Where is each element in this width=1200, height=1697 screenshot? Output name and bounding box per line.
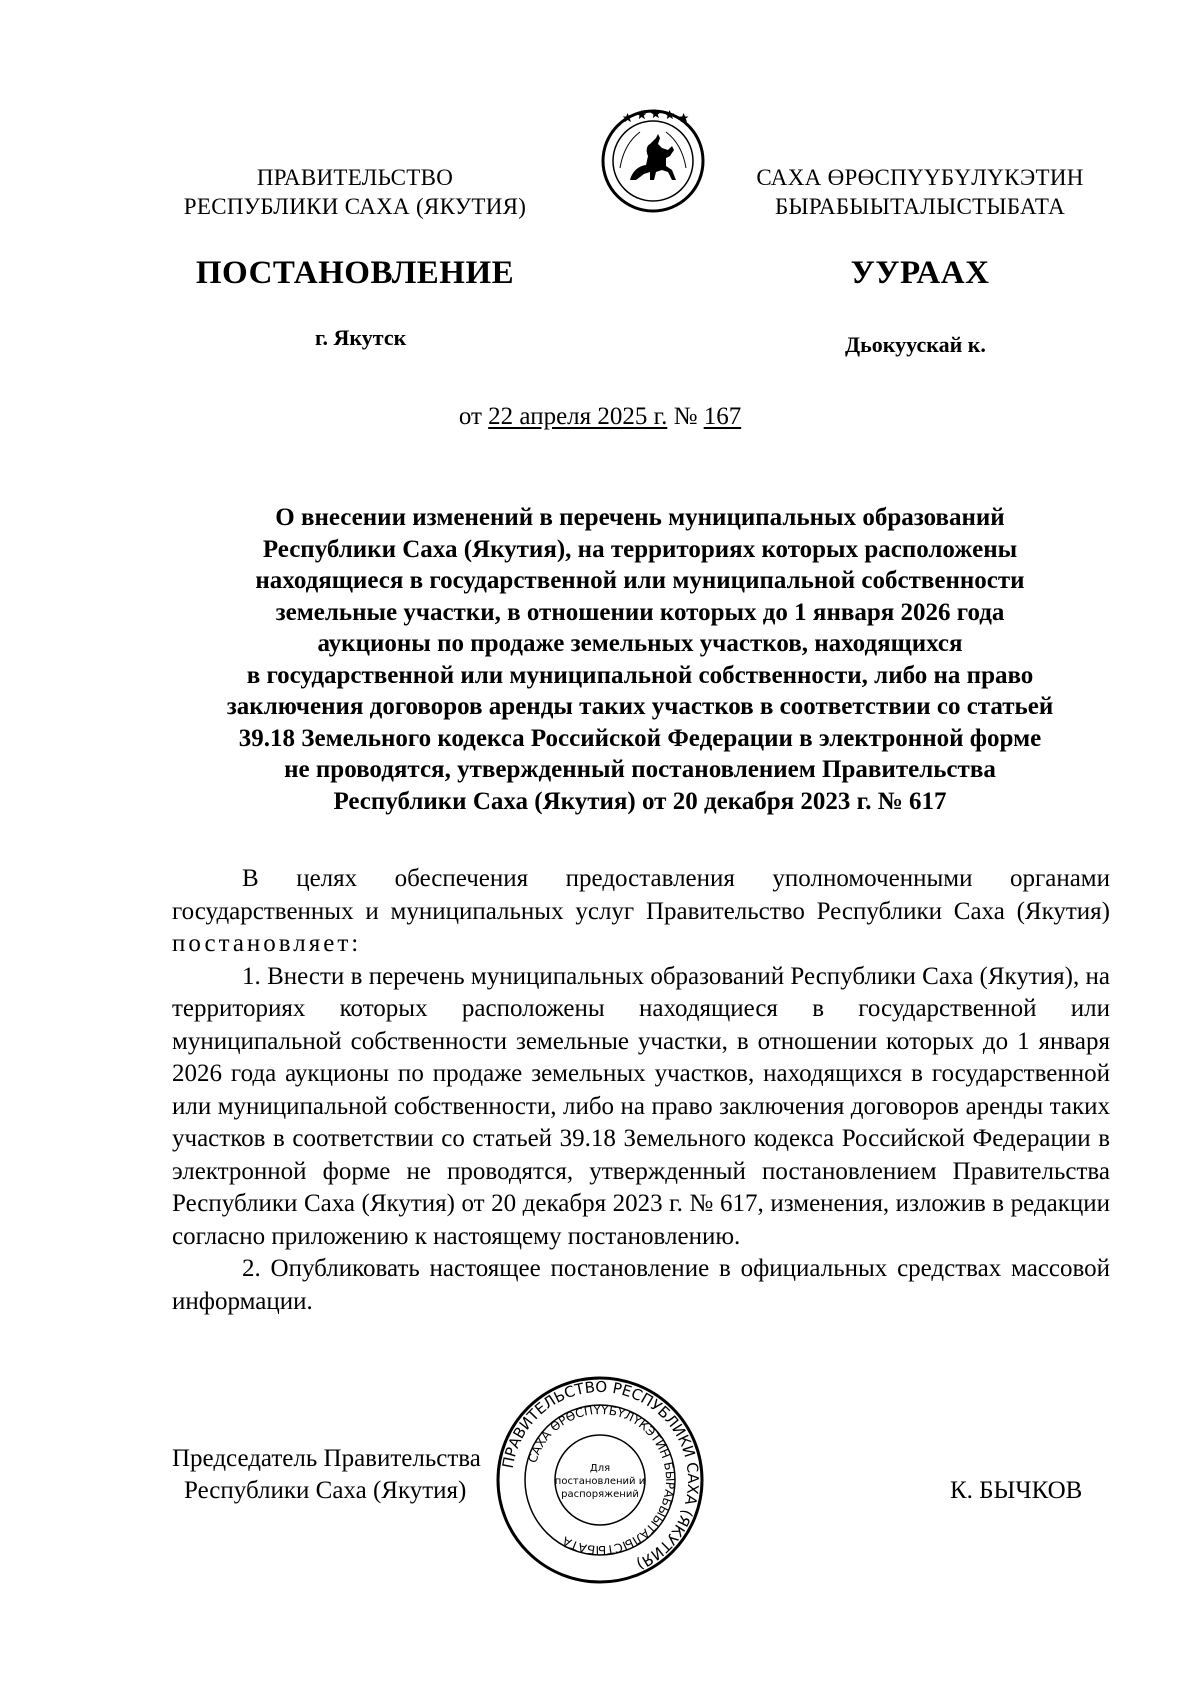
doc-number: 167 [703, 403, 742, 430]
item-2-paragraph: 2. Опубликовать настоящее постановление в официальных средствах массовой информации. [172, 1255, 1110, 1315]
preamble-paragraph [172, 863, 1110, 961]
subject-line: Республики Саха (Якутия) от 20 декабря 2023 г. № 617 [333, 787, 947, 815]
preamble-text: В целях обеспечения предоставления уполномоченными органами государственных и муниципальных услуг Правительство Республики Саха (Якутия) [172, 865, 1110, 925]
subject-line: заключения договоров аренды таких участков в соответствии со статьей [226, 693, 1054, 720]
subject-line: аукционы по продаже земельных участков, находящихся [317, 630, 963, 657]
signatory-name: К. БЫЧКОВ [950, 1477, 1083, 1504]
subject-line: в государственной или муниципальной собственности, либо на право [246, 661, 1034, 689]
date-line [0, 403, 1200, 431]
subject-line: Республики Саха (Якутия), на территориях которых расположены [262, 535, 1018, 563]
org-name-ru [180, 163, 530, 221]
number-sign: № [673, 403, 698, 430]
doc-type-sah: УУРААХ [850, 255, 990, 291]
subject-line: 39.18 Земельного кодекса Российской Федерации в электронной форме [238, 724, 1042, 752]
seal-center-line3: распоряжений [561, 1489, 639, 1500]
official-seal-icon [495, 1375, 705, 1585]
decree-word: постановляет: [172, 930, 362, 957]
subject-line: О внесении изменений в перечень муниципальных образований [275, 504, 1005, 531]
org-name-ru-line1: ПРАВИТЕЛЬСТВО [256, 165, 454, 190]
subject-line: находящиеся в государственной или муниципальной собственности [255, 567, 1025, 594]
signatory-position [172, 1443, 481, 1507]
org-name-sah-line1: САХА ӨРӨСПҮҮБҮЛҮКЭТИН [756, 165, 1084, 190]
city-ru: г. Якутск [315, 325, 407, 350]
subject-line: земельные участки, в отношении которых до 1 января 2026 года [275, 598, 1005, 626]
coat-of-arms-icon [600, 108, 706, 214]
org-name-sah [750, 163, 1090, 221]
seal-outer-text: ПРАВИТЕЛЬСТВО РЕСПУБЛИКИ САХА (ЯКУТИЯ) [498, 1377, 703, 1574]
doc-type-ru: ПОСТАНОВЛЕНИЕ [195, 255, 515, 291]
org-name-sah-line2: БЫРАБЫЫТАЛЫСТЫБАТА [774, 194, 1066, 219]
seal-center-line2: постановлений и [554, 1476, 646, 1487]
org-name-ru-line2: РЕСПУБЛИКИ САХА (ЯКУТИЯ) [183, 194, 527, 219]
seal-center-line1: Для [589, 1463, 611, 1474]
doc-subject [170, 502, 1110, 817]
doc-body [172, 863, 1110, 1318]
item-1-paragraph: 1. Внести в перечень муниципальных образований Республики Саха (Якутия), на территориях которых расположены находящиеся в государственной или муниципальной собственности земельные участки, в отношении которых до 1 января 2026 года аукционы по продаже земельных участков, находящихся в государственной или муниципальной собственности, либо на право заключения договоров аренды таких участков в соответствии со статьей 39.18 Земельного кодекса Российской Федерации в электронной форме не проводятся, утвержденный постановлением Правительства Республики Саха (Якутия) от 20 декабря 2023 г. № 617, изменения, изложив в редакции согласно приложению к настоящему постановлению. [172, 962, 1110, 1250]
city-sah: Дьокуускай к. [845, 332, 986, 357]
signatory-position-line2: Республики Саха (Якутия) [184, 1477, 467, 1504]
seal-inner-text: САХА ӨРӨСПҮҮБҮЛҮКЭТИН БЫРАБЫЫТАЛЫСТЫБАТА [525, 1402, 678, 1558]
doc-date: 22 апреля 2025 г. [488, 403, 668, 430]
date-prefix: от [458, 403, 482, 430]
signatory-position-line1: Председатель Правительства [172, 1445, 481, 1472]
subject-line: не проводятся, утвержденный постановлением Правительства [284, 756, 996, 783]
